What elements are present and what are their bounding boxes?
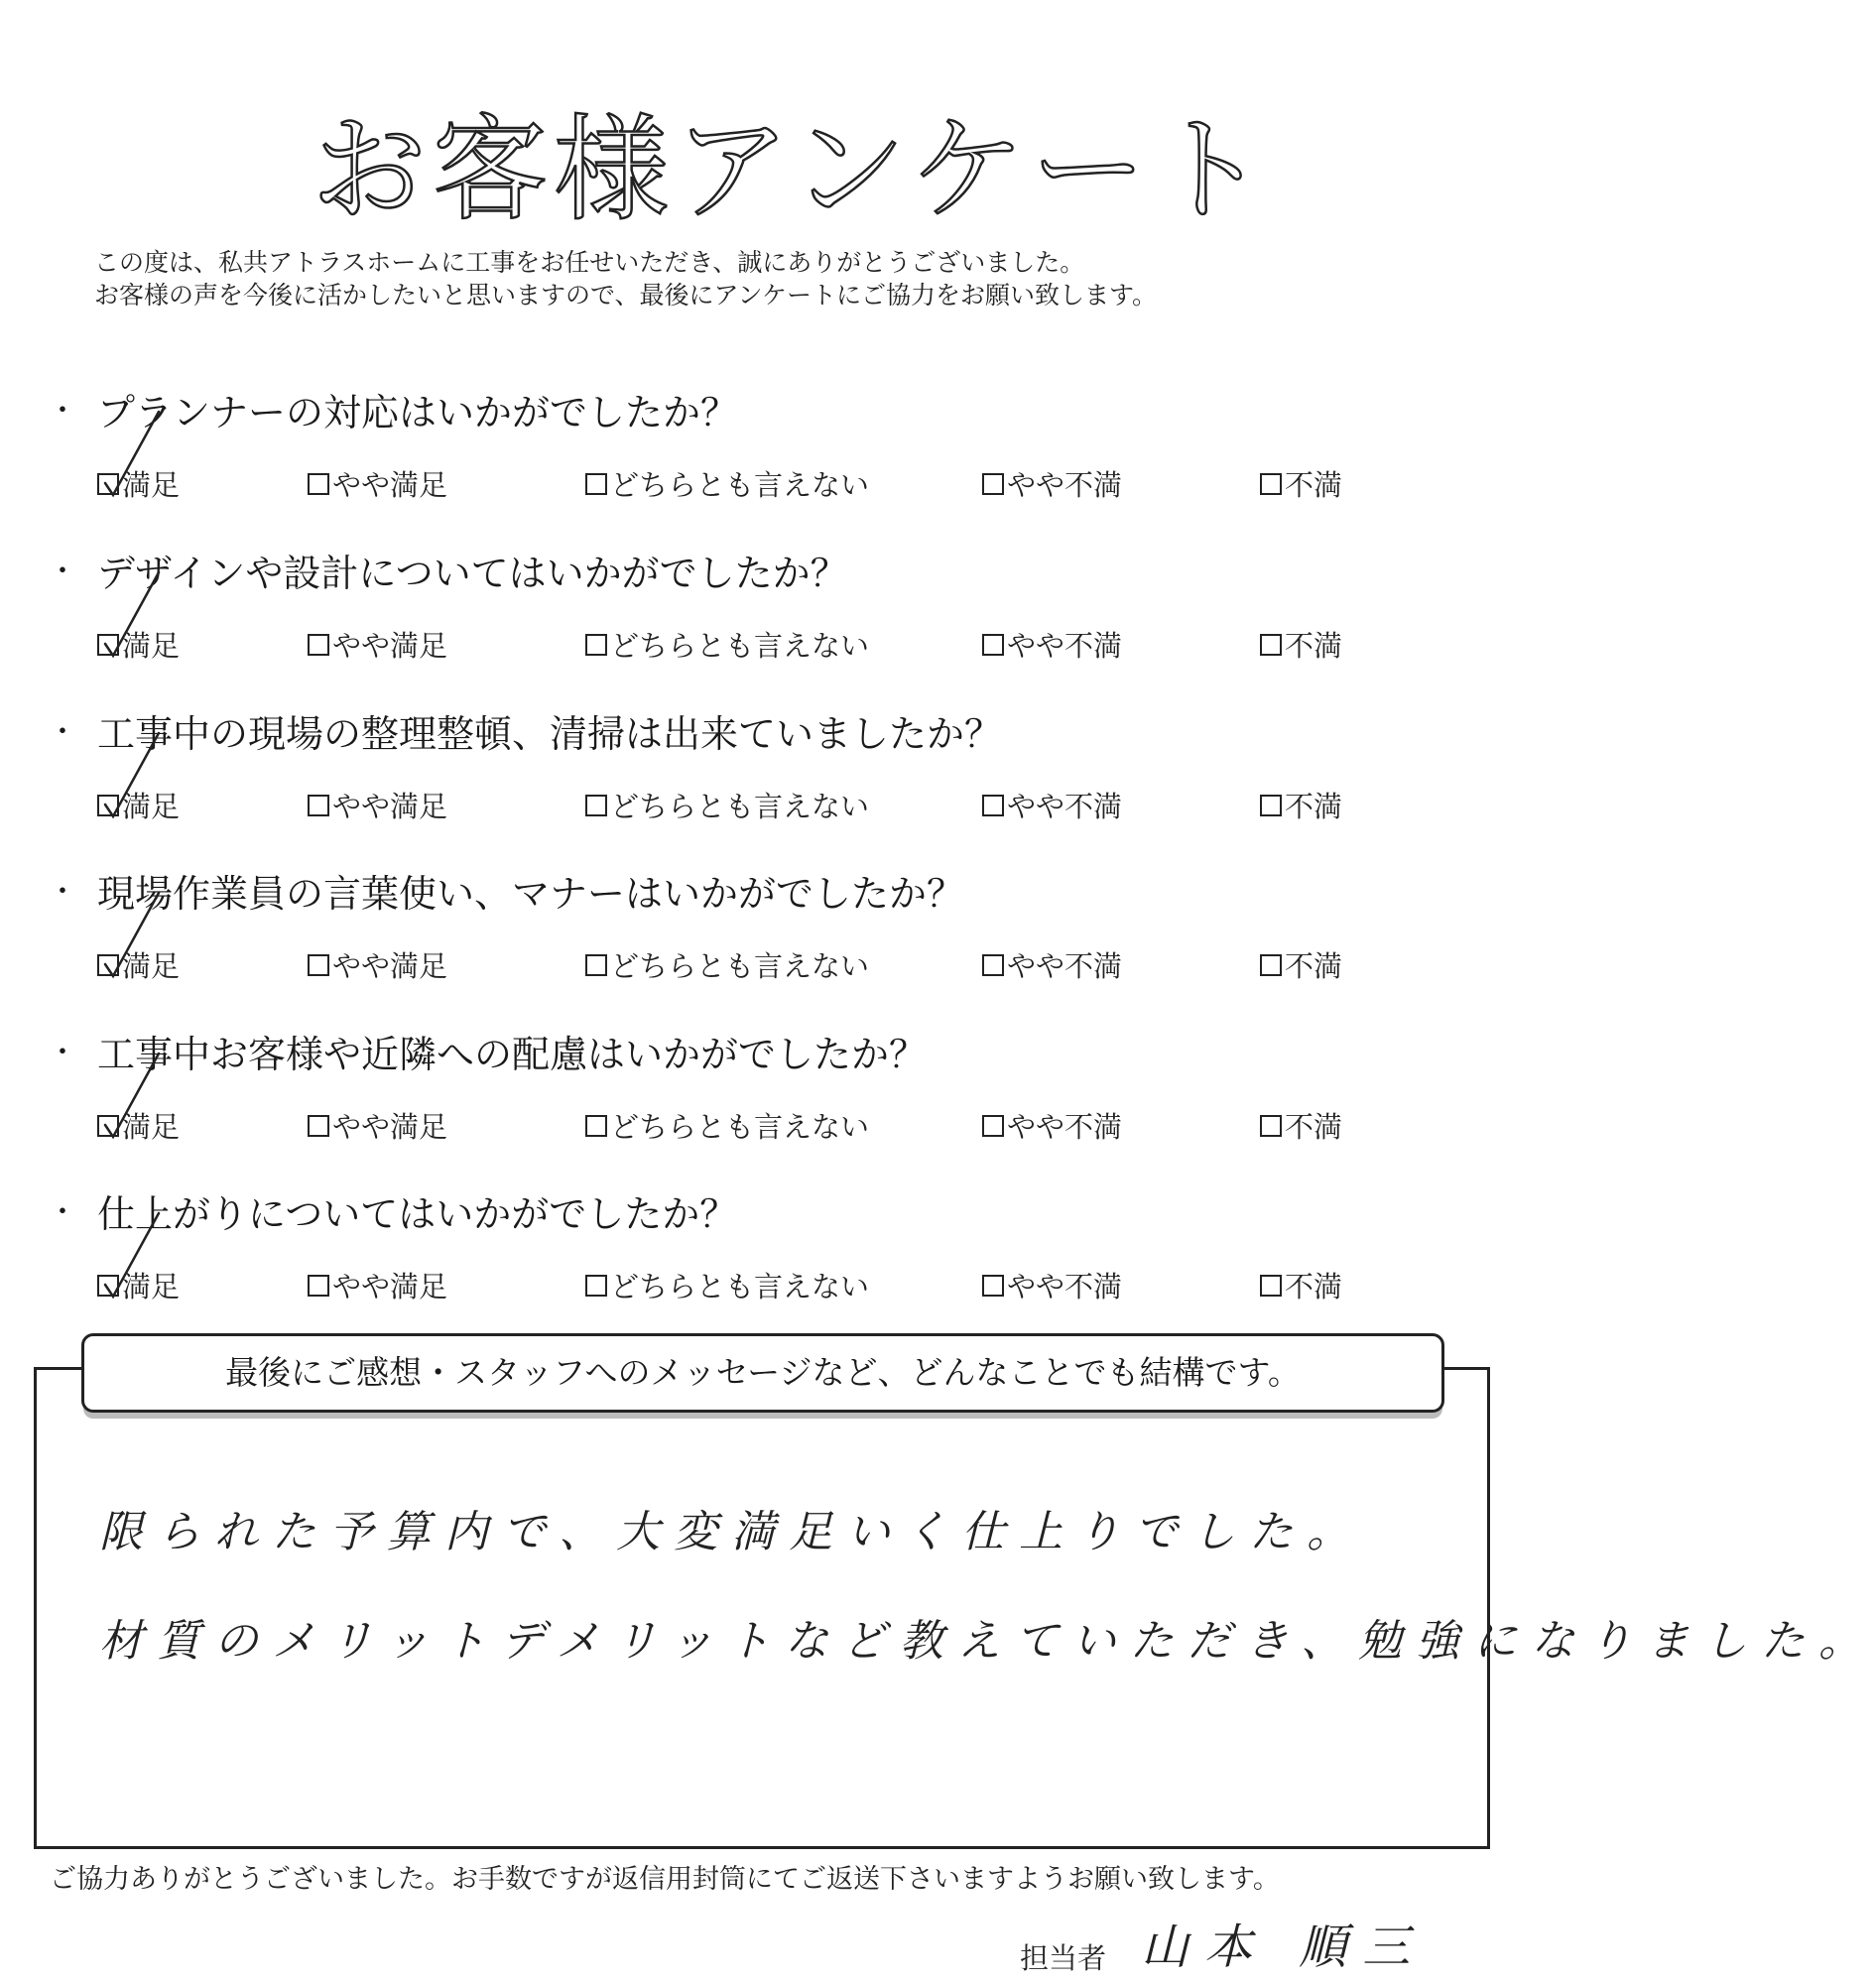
option-neutral[interactable] bbox=[585, 624, 869, 665]
question-block bbox=[48, 1183, 1437, 1332]
question-block bbox=[48, 543, 1437, 691]
option-somewhat-satisfied[interactable] bbox=[308, 785, 447, 825]
option-satisfied[interactable] bbox=[97, 1105, 180, 1146]
handwritten-message-line: 材質のメリットデメリットなど教えていただき、勉強になりました。 bbox=[99, 1616, 1876, 1667]
question-block bbox=[48, 863, 1437, 1012]
option-label: やや不満 bbox=[1007, 790, 1123, 823]
option-somewhat-dissatisfied[interactable] bbox=[982, 463, 1122, 504]
option-label: 満足 bbox=[122, 468, 181, 502]
checkbox[interactable] bbox=[97, 634, 119, 656]
option-label: 満足 bbox=[122, 1270, 181, 1303]
checkbox[interactable] bbox=[1260, 1275, 1282, 1297]
option-label: どちらとも言えない bbox=[610, 790, 870, 823]
option-dissatisfied[interactable] bbox=[1260, 624, 1342, 665]
option-somewhat-dissatisfied[interactable] bbox=[982, 624, 1122, 665]
option-label: 満足 bbox=[122, 790, 181, 823]
checkbox[interactable] bbox=[308, 1275, 329, 1297]
question-text: 工事中お客様や近隣への配慮はいかがでしたか？ bbox=[97, 1033, 928, 1076]
checkbox[interactable] bbox=[585, 1115, 607, 1137]
option-neutral[interactable] bbox=[585, 1265, 869, 1305]
option-label: やや不満 bbox=[1007, 1110, 1123, 1144]
question-block bbox=[48, 703, 1437, 852]
option-neutral[interactable] bbox=[585, 785, 869, 825]
option-label: 不満 bbox=[1285, 468, 1343, 502]
option-label: 不満 bbox=[1285, 1270, 1343, 1303]
option-label: やや不満 bbox=[1007, 949, 1123, 983]
option-label: やや不満 bbox=[1007, 468, 1123, 502]
checkbox[interactable] bbox=[97, 1115, 119, 1137]
message-box-border bbox=[34, 1367, 83, 1370]
option-dissatisfied[interactable] bbox=[1260, 785, 1342, 825]
checkbox[interactable] bbox=[982, 473, 1004, 495]
option-label: どちらとも言えない bbox=[610, 468, 870, 502]
option-satisfied[interactable] bbox=[97, 1265, 180, 1305]
option-somewhat-dissatisfied[interactable] bbox=[982, 1105, 1122, 1146]
option-somewhat-satisfied[interactable] bbox=[308, 1265, 447, 1305]
question-bullet: ・ bbox=[48, 1036, 77, 1070]
checkbox[interactable] bbox=[308, 473, 329, 495]
option-satisfied[interactable] bbox=[97, 944, 180, 985]
checkbox[interactable] bbox=[585, 954, 607, 976]
option-label: どちらとも言えない bbox=[610, 629, 870, 663]
question-text: 工事中の現場の整理整頓、清掃は出来ていましたか？ bbox=[97, 712, 1003, 756]
option-label: 満足 bbox=[122, 629, 181, 663]
intro-line: お客様の声を今後に活かしたいと思いますので、最後にアンケートにご協力をお願い致します。 bbox=[94, 281, 1158, 310]
option-somewhat-dissatisfied[interactable] bbox=[982, 944, 1122, 985]
checkbox[interactable] bbox=[97, 954, 119, 976]
option-label: やや満足 bbox=[332, 468, 448, 502]
checkbox[interactable] bbox=[308, 1115, 329, 1137]
checkbox[interactable] bbox=[982, 1275, 1004, 1297]
option-dissatisfied[interactable] bbox=[1260, 1105, 1342, 1146]
option-label: どちらとも言えない bbox=[610, 1270, 870, 1303]
intro-line: この度は、私共アトラスホームに工事をお任せいただき、誠にありがとうございました。 bbox=[94, 248, 1085, 277]
handwritten-message-line: 限られた予算内で、大変満足いく仕上りでした。 bbox=[99, 1507, 1365, 1557]
checkbox[interactable] bbox=[308, 795, 329, 816]
message-header bbox=[81, 1333, 1444, 1413]
question-text: 仕上がりについてはいかがでしたか？ bbox=[97, 1192, 738, 1236]
option-somewhat-satisfied[interactable] bbox=[308, 944, 447, 985]
option-dissatisfied[interactable] bbox=[1260, 463, 1342, 504]
question-bullet: ・ bbox=[48, 715, 77, 750]
staff-label: 担当者 bbox=[1020, 1941, 1107, 1975]
checkbox[interactable] bbox=[1260, 1115, 1282, 1137]
option-somewhat-satisfied[interactable] bbox=[308, 624, 447, 665]
option-label: やや不満 bbox=[1007, 629, 1123, 663]
option-somewhat-satisfied[interactable] bbox=[308, 463, 447, 504]
message-box-border bbox=[1440, 1367, 1487, 1370]
option-satisfied[interactable] bbox=[97, 463, 180, 504]
question-text: 現場作業員の言葉使い、マナーはいかがでしたか？ bbox=[97, 872, 965, 916]
checkbox[interactable] bbox=[308, 954, 329, 976]
checkbox[interactable] bbox=[982, 634, 1004, 656]
option-label: 満足 bbox=[122, 1110, 181, 1144]
message-header-text: 最後にご感想・スタッフへのメッセージなど、どんなことでも結構です。 bbox=[225, 1353, 1301, 1392]
checkbox[interactable] bbox=[982, 1115, 1004, 1137]
checkbox[interactable] bbox=[97, 795, 119, 816]
checkbox[interactable] bbox=[308, 634, 329, 656]
option-label: どちらとも言えない bbox=[610, 1110, 870, 1144]
option-label: やや満足 bbox=[332, 790, 448, 823]
question-bullet: ・ bbox=[48, 555, 77, 589]
question-text: デザインや設計についてはいかがでしたか？ bbox=[97, 552, 848, 595]
checkbox[interactable] bbox=[1260, 954, 1282, 976]
option-neutral[interactable] bbox=[585, 463, 869, 504]
option-dissatisfied[interactable] bbox=[1260, 1265, 1342, 1305]
checkbox[interactable] bbox=[585, 1275, 607, 1297]
option-label: やや満足 bbox=[332, 949, 448, 983]
checkbox[interactable] bbox=[1260, 473, 1282, 495]
staff-signature: 山本 順三 bbox=[1141, 1920, 1427, 1975]
option-label: どちらとも言えない bbox=[610, 949, 870, 983]
option-neutral[interactable] bbox=[585, 1105, 869, 1146]
question-text: プランナーの対応はいかがでしたか？ bbox=[97, 391, 739, 434]
checkbox[interactable] bbox=[982, 795, 1004, 816]
option-neutral[interactable] bbox=[585, 944, 869, 985]
checkbox[interactable] bbox=[97, 473, 119, 495]
intro-text bbox=[94, 246, 1157, 311]
option-somewhat-dissatisfied[interactable] bbox=[982, 1265, 1122, 1305]
question-bullet: ・ bbox=[48, 875, 77, 910]
option-satisfied[interactable] bbox=[97, 785, 180, 825]
option-satisfied[interactable] bbox=[97, 624, 180, 665]
footer-text: ご協力ありがとうございました。お手数ですが返信用封筒にてご返送下さいますようお願い致します。 bbox=[50, 1864, 1280, 1895]
option-label: 満足 bbox=[122, 949, 181, 983]
option-label: やや満足 bbox=[332, 629, 448, 663]
option-label: 不満 bbox=[1285, 1110, 1343, 1144]
option-somewhat-dissatisfied[interactable] bbox=[982, 785, 1122, 825]
survey-title: お客様アンケート bbox=[311, 103, 1274, 237]
question-block bbox=[48, 1024, 1437, 1173]
option-label: やや不満 bbox=[1007, 1270, 1123, 1303]
option-label: やや満足 bbox=[332, 1270, 448, 1303]
checkbox[interactable] bbox=[982, 954, 1004, 976]
checkbox[interactable] bbox=[1260, 795, 1282, 816]
option-label: 不満 bbox=[1285, 790, 1343, 823]
checkbox[interactable] bbox=[585, 795, 607, 816]
checkbox[interactable] bbox=[585, 473, 607, 495]
option-label: 不満 bbox=[1285, 949, 1343, 983]
option-label: やや満足 bbox=[332, 1110, 448, 1144]
option-dissatisfied[interactable] bbox=[1260, 944, 1342, 985]
option-somewhat-satisfied[interactable] bbox=[308, 1105, 447, 1146]
checkbox[interactable] bbox=[585, 634, 607, 656]
question-bullet: ・ bbox=[48, 1195, 77, 1230]
question-bullet: ・ bbox=[48, 394, 77, 429]
checkbox[interactable] bbox=[97, 1275, 119, 1297]
checkbox[interactable] bbox=[1260, 634, 1282, 656]
question-block bbox=[48, 382, 1437, 531]
option-label: 不満 bbox=[1285, 629, 1343, 663]
